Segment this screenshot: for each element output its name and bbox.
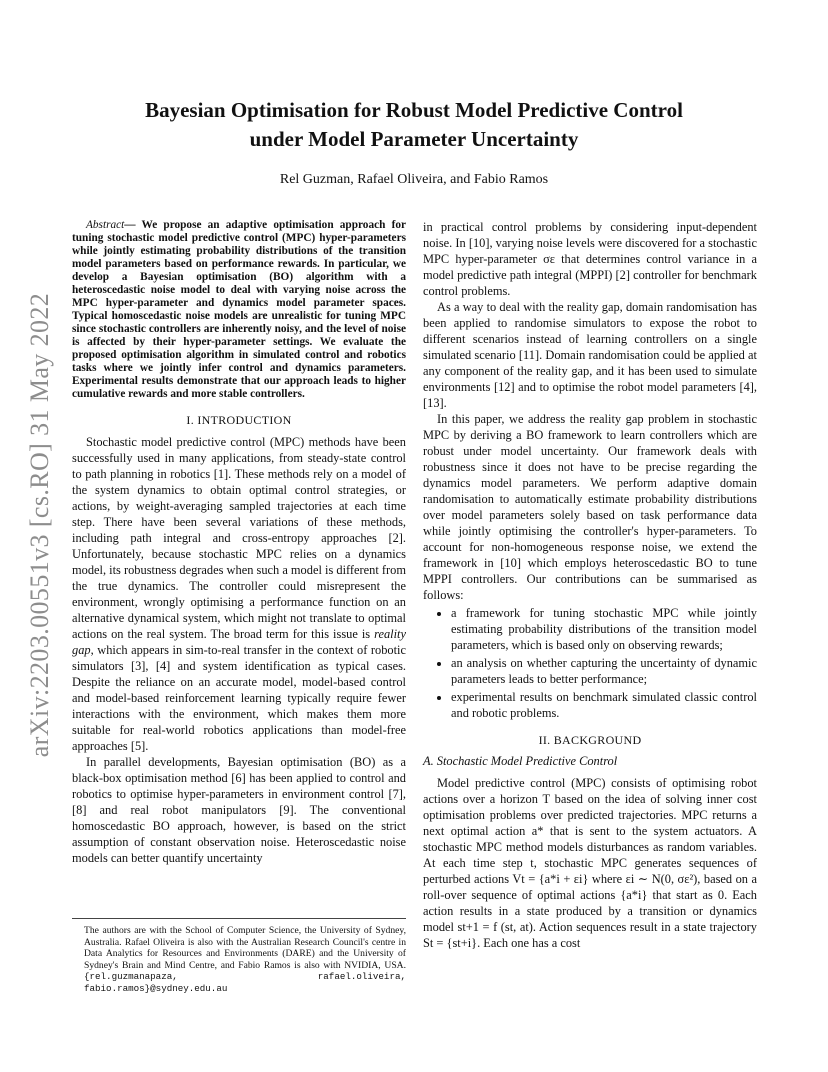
right-paragraph-mpc: Model predictive control (MPC) consists of optimising robot actions over a horizon T based on the idea of solving inner cost optimisation problems over predicted trajectories. MPC returns a next optimal action a* that is sent to the system actuators. A stochastic MPC method models disturbances as random variables. At each time step t, stochastic MPC generates sequences of perturbed actions Vt = {a*i + εi} where εi ∼ N(0, σε²), based on a roll-over sequence of optimal actions {a*i} that start as 0. Each action results in a state produced by a transition or dynamics model st+1 = f (st, at). Action sequences result in a state trajectory St = {st+i}. Each one has a cost [423, 776, 757, 950]
author-list: Rel Guzman, Rafael Oliveira, and Fabio Ramos [279, 172, 549, 187]
list-item: • a framework for tuning stochastic MPC while jointly estimating probability distributions of the transition model parameters, which is based only on observing rewards; [451, 605, 757, 653]
intro-paragraph-1 [72, 434, 406, 754]
abstract-label: Abstract [86, 219, 125, 231]
intro-paragraph-2: In parallel developments, Bayesian optimisation (BO) as a black-box optimisation method [6] has been applied to control and robotics to optimise hyper-parameters in environment control [7], [8] and real robot manipulators [9]. The conventional homoscedastic BO approach, however, is based on the strict assumption of constant observation noise. Heteroscedastic noise models can better quantify uncertainty [72, 755, 406, 865]
author-footnote [72, 918, 406, 995]
footnote-emails[interactable]: {rel.guzmanapaza, rafael.oliveira, fabio.ramos}@sydney.edu.au [84, 971, 406, 994]
section-heading-introduction: I. INTRODUCTION [186, 413, 292, 427]
title-line-2: under Model Parameter Uncertainty [249, 127, 579, 151]
abstract-text: — We propose an adaptive optimisation approach for tuning stochastic model predictive control (MPC) hyper-parameters while jointly estimating probability distributions of the transition model parameters based on performance rewards. In particular, we develop a Bayesian optimisation (BO) algorithm with a heteroscedastic noise model to deal with varying noise across the MPC hyper-parameter and dynamics model parameter spaces. Typical homoscedastic noise models are unrealistic for tuning MPC since stochastic controllers are inherently noisy, and the level of noise is affected by their hyper-parameter settings. We evaluate the proposed optimisation algorithm in simulated control and robotics tasks where we jointly infer control and dynamics parameters. Experimental results demonstrate that our approach leads to higher cumulative rewards and more stable controllers. [72, 219, 406, 400]
intro-p1-part-a: Stochastic model predictive control (MPC) methods have been successfully used in many applications, from steady-state control to path planning in robotics [1]. These methods rely on a model of the system dynamics to obtain optimal control strategies, or actions, by weight-averaging sampled trajectories at each time step. There have been several variations of these methods, including path integral and cross-entropy approaches [2]. Unfortunately, because stochastic MPC relies on a dynamics model, its robustness degrades when such a model is different from the true dynamics. The controller could misrepresent the environment, wrongly optimising a performance function on an alternative dynamical system, which might not translate to optimal actions on the real system. The broad term for this issue is [72, 435, 406, 641]
footnote-affiliations: The authors are with the School of Computer Science, the University of Sydney, Australia. Rafael Oliveira is also with the Australian Research Council's centre in Data Analytics for Resources and Environments (DARE) and the University of Sydney's Brain and Mind Centre, and Fabio Ramos is also with NVIDIA, USA. [84, 925, 406, 971]
abstract [72, 219, 406, 401]
paper-title [90, 96, 738, 154]
arxiv-identifier[interactable]: arXiv:2203.00551v3 [cs.RO] 31 May 2022 [25, 292, 54, 758]
reality-gap-term: reality gap [72, 627, 406, 657]
section-heading-background: II. BACKGROUND [538, 733, 642, 747]
contributions-list [423, 605, 757, 721]
right-column [423, 219, 757, 951]
subsection-heading-stochastic-mpc: A. Stochastic Model Predictive Control [423, 754, 618, 768]
intro-p1-part-b: , which appears in sim-to-real transfer in the context of robotic simulators [3], [4] and system identification as typical cases. Despite the reliance on an accurate model, model-based control and model-based reinforcement learning typically require fewer interactions with the environment, which makes them more suitable for real-world robotics applications than model-free approaches [5]. [72, 643, 406, 753]
left-column [72, 219, 406, 866]
right-paragraph-this-paper: In this paper, we address the reality gap problem in stochastic MPC by deriving a BO framework to learn controllers which are robust under model uncertainty. Our framework deals with robustness since it does not have to be precise regarding the dynamics model parameters. We perform adaptive domain randomisation to automatically estimate probability distributions over model parameters solely based on task performance data while jointly optimising the controller's hyper-parameters. To account for non-homogeneous response noise, we extend the framework in [10] which employs heteroscedastic BO to tune MPPI controllers. Our contributions can be summarised as follows: [423, 412, 757, 602]
list-item: • an analysis on whether capturing the uncertainty of dynamic parameters leads to better performance; [451, 655, 757, 687]
title-line-1: Bayesian Optimisation for Robust Model Predictive Control [145, 98, 683, 122]
right-paragraph-continued: in practical control problems by considering input-dependent noise. In [10], varying noise levels were discovered for a stochastic MPC hyper-parameter σε that determines control variance in a model predictive path integral (MPPI) [2] controller for benchmark control problems. [423, 220, 757, 298]
list-item: • experimental results on benchmark simulated classic control and robotic problems. [451, 689, 757, 721]
footnote-text [72, 925, 406, 995]
right-paragraph-domain-randomisation: As a way to deal with the reality gap, domain randomisation has been applied to randomise simulators to expose the robot to different scenarios instead of learning controllers on a single simulated scenario [11]. Domain randomisation could be applied at any component of the reality gap, and it has been used to simulate environments [12] and to optimise the robot model parameters [4], [13]. [423, 300, 757, 410]
